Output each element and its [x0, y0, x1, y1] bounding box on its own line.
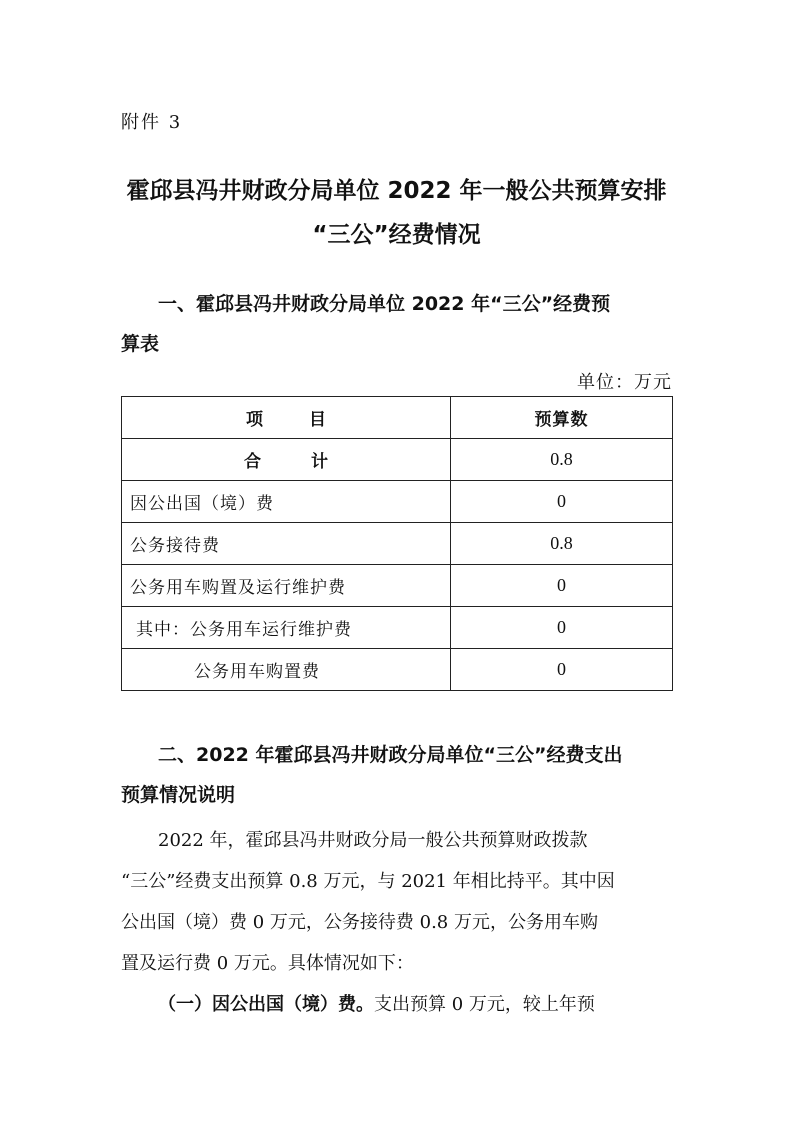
row-label: 公务用车购置及运行维护费: [122, 565, 451, 607]
column-header-item: 项 目: [122, 397, 451, 439]
item1-paragraph: [121, 984, 673, 1025]
table-row: [122, 649, 673, 691]
row-value: 0: [451, 565, 673, 607]
item1-lead: （一）因公出国（境）费。: [158, 994, 374, 1015]
row-label: 合 计: [122, 439, 451, 481]
column-header-budget: 预算数: [451, 397, 673, 439]
row-value: 0: [451, 481, 673, 523]
unit-label: 单位：万元: [577, 372, 672, 393]
table-row: [122, 481, 673, 523]
section1-heading-line2: 算表: [121, 333, 160, 355]
document-title-line2: “三公”经费情况: [312, 222, 481, 248]
row-value: 0.8: [451, 439, 673, 481]
section1-heading-line1: 一、霍邱县冯井财政分局单位 2022 年“三公”经费预: [158, 293, 611, 315]
section1-heading: [121, 284, 676, 364]
explanation-paragraph: [121, 820, 673, 984]
row-value: 0.8: [451, 523, 673, 565]
attachment-label: 附件 3: [121, 112, 183, 133]
row-label: 其中：公务用车运行维护费: [122, 607, 451, 649]
budget-table: [121, 396, 673, 691]
section2-heading-line2: 预算情况说明: [121, 784, 236, 806]
section2-heading: [121, 735, 676, 815]
table-row: [122, 565, 673, 607]
section2-heading-line1: 二、2022 年霍邱县冯井财政分局单位“三公”经费支出: [158, 744, 623, 766]
table-row-total: [122, 439, 673, 481]
row-value: 0: [451, 649, 673, 691]
table-row: [122, 523, 673, 565]
row-label: 公务接待费: [122, 523, 451, 565]
table-header-row: [122, 397, 673, 439]
document-title-line1: 霍邱县冯井财政分局单位 2022 年一般公共预算安排: [126, 178, 667, 204]
item1-text: 支出预算 0 万元，较上年预: [374, 994, 595, 1015]
row-label: 因公出国（境）费: [122, 481, 451, 523]
row-label: 公务用车购置费: [122, 649, 451, 691]
table-row: [122, 607, 673, 649]
paragraph-line: 公出国（境）费 0 万元，公务接待费 0.8 万元，公务用车购: [121, 912, 598, 933]
row-value: 0: [451, 607, 673, 649]
paragraph-line: “三公”经费支出预算 0.8 万元，与 2021 年相比持平。其中因: [121, 871, 615, 892]
paragraph-line: 2022 年，霍邱县冯井财政分局一般公共预算财政拨款: [158, 830, 588, 851]
paragraph-line: 置及运行费 0 万元。具体情况如下：: [121, 953, 414, 974]
